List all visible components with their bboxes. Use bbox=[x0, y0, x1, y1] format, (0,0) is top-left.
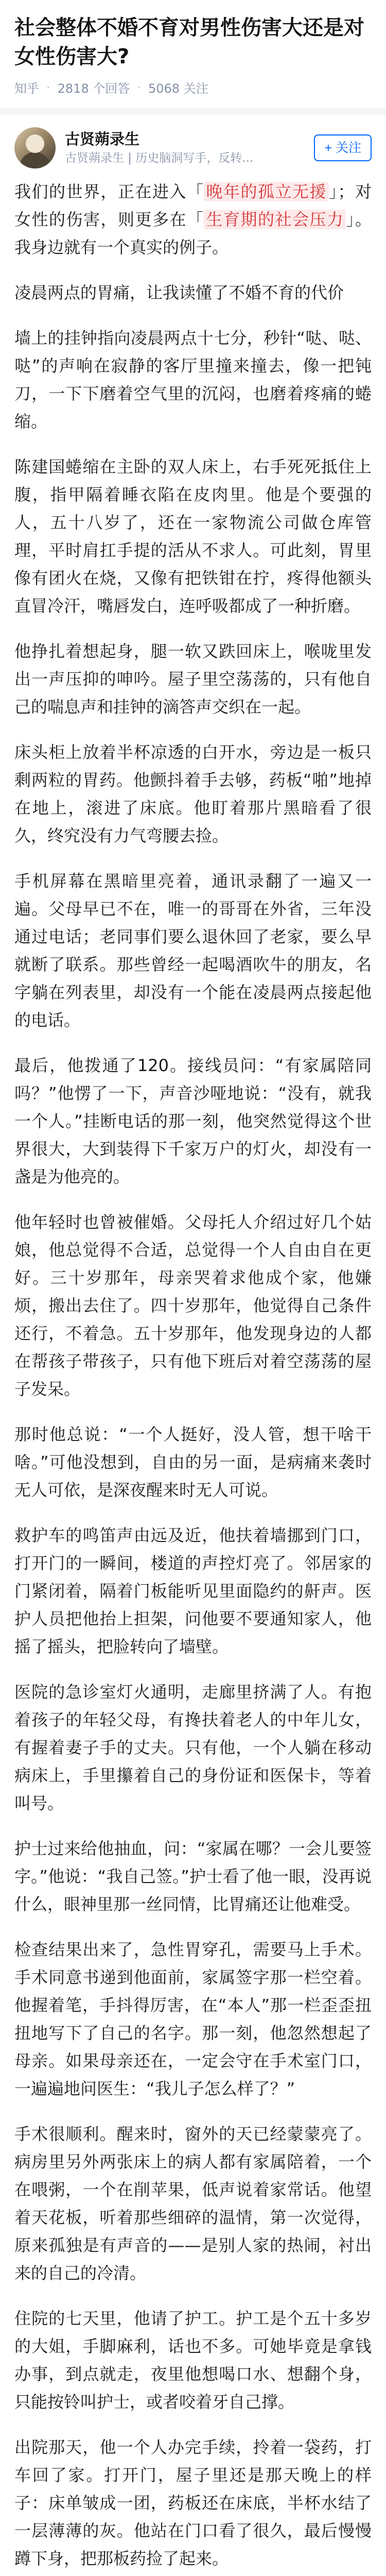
answer-body bbox=[0, 178, 386, 2576]
meta-separator: · bbox=[46, 80, 50, 95]
follow-button[interactable]: + 关注 bbox=[314, 134, 372, 161]
answer-paragraph: 墙上的挂钟指向凌晨两点十七分，秒针“哒、哒、哒”的声响在寂静的客厅里撞来撞去，像一把钝刀，一下下磨着空气里的沉闷，也磨着疼痛的蜷缩。 bbox=[14, 328, 372, 431]
answer-paragraph: 住院的七天里，他请了护工。护工是个五十多岁的大姐，手脚麻利，话也不多。可她毕竟是拿钱办事，到点就走，夜里他想喝口水、想翻个身，只能按铃叫护士，或者咬着牙自己撑。 bbox=[14, 2309, 372, 2412]
answer-paragraph: 那时他总说：“一个人挺好，没人管，想干啥干啥。”可他没想到，自由的另一面，是病痛来袭时无人可依，是深夜醒来时无人可说。 bbox=[14, 1425, 372, 1500]
author-name[interactable]: 古贤蒴录生 bbox=[65, 130, 140, 148]
answer-paragraph: 护士过来给他抽血，问：“家属在哪？一会儿要签字。”他说：“我自己签。”护士看了他一眼，没再说什么，眼神里那一丝同情，比胃痛还让他难受。 bbox=[14, 1839, 372, 1914]
follow-count[interactable]: 5068 关注 bbox=[148, 81, 208, 96]
section-divider bbox=[0, 108, 386, 115]
highlighted-keyword[interactable]: 晚年的孤立无援 bbox=[204, 182, 328, 201]
answer-paragraph: 他挣扎着想起身，腿一软又跌回床上，喉咙里发出一声压抑的呻吟。屋子里空荡荡的，只有他自己的喘息声和挂钟的滴答声交织在一起。 bbox=[14, 641, 372, 717]
answer-paragraph: 陈建国蜷缩在主卧的双人床上，右手死死抵住上腹，指甲隔着睡衣陷在皮肉里。他是个要强的人，五十八岁了，还在一家物流公司做仓库管理，平时肩扛手提的活从不求人。可此刻，胃里像有团火在烧，又像有把铁钳在拧，疼得他额头直冒冷汗，嘴唇发白，连呼吸都成了一种折磨。 bbox=[14, 457, 372, 616]
answer-paragraph: 凌晨两点的胃痛，让我读懂了不婚不育的代价 bbox=[14, 283, 344, 302]
text-segment: 」；对女性的伤害，则更多在「 bbox=[14, 182, 372, 229]
answer-paragraph: 检查结果出来了，急性胃穿孔，需要马上手术。手术同意书递到他面前，家属签字那一栏空着。他握着笔，手抖得厉害，在“本人”那一栏歪歪扭扭地写下了自己的名字。那一刻，他忽然想起了母亲。如果母亲还在，一定会守在手术室门口，一遍遍地问医生：“我儿子怎么样了？” bbox=[14, 1940, 372, 2098]
highlighted-keyword[interactable]: 生育期的社会压力 bbox=[204, 210, 346, 229]
answer-paragraph: 手术很顺利。醒来时，窗外的天已经蒙蒙亮了。病房里另外两张床上的病人都有家属陪着，一个在喂粥，一个在削苹果，低声说着家常话。他望着天花板，听着那些细碎的温情，第一次觉得，原来孤独是有声音的——是别人家的热闹，衬出来的自己的冷清。 bbox=[14, 2124, 372, 2283]
question-title[interactable]: 社会整体不婚不育对男性伤害大还是对女性伤害大? bbox=[14, 16, 364, 69]
text-segment: 我们的世界，正在进入「 bbox=[14, 182, 204, 201]
avatar[interactable] bbox=[14, 127, 56, 168]
author-info bbox=[65, 129, 314, 167]
question-header bbox=[0, 0, 386, 96]
answer-paragraph: 救护车的鸣笛声由远及近，他扶着墙挪到门口，打开门的一瞬间，楼道的声控灯亮了。邻居家的门紧闭着，隔着门板能听见里面隐约的鼾声。医护人员把他抬上担架，问他要不要通知家人，他摇了摇头，把脸转向了墙壁。 bbox=[14, 1526, 372, 1656]
answer-paragraph: 出院那天，他一个人办完手续，拎着一袋药，打车回了家。打开门，屋子里还是那天晚上的样子：床单皱成一团，药板还在床底，半杯水结了一层薄薄的灰。他站在门口看了很久，最后慢慢蹲下身，把那板药捡了起来。 bbox=[14, 2437, 372, 2568]
answer-count[interactable]: 2818 个回答 bbox=[57, 81, 130, 96]
answer-paragraph: 他年轻时也曾被催婚。父母托人介绍过好几个姑娘，他总觉得不合适，总觉得一个人自由自在更好。三十岁那年，母亲哭着求他成个家，他嫌烦，搬出去住了。四十岁那年，他觉得自己条件还行，不着急。五十岁那年，他发现身边的人都在帮孩子带孩子，只有他下班后对着空荡荡的屋子发呆。 bbox=[14, 1212, 372, 1399]
answer-paragraph: 床头柜上放着半杯凉透的白开水，旁边是一板只剩两粒的胃药。他颤抖着手去够，药板“啪”地掉在地上，滚进了床底。他盯着那片黑暗看了很久，终究没有力气弯腰去捡。 bbox=[14, 742, 372, 845]
question-meta bbox=[14, 78, 372, 96]
answer-paragraph: 医院的急诊室灯火通明，走廊里挤满了人。有抱着孩子的年轻父母，有搀扶着老人的中年儿女，有握着妻子手的丈夫。只有他，一个人躺在移动病床上，手里攥着自己的身份证和医保卡，等着叫号。 bbox=[14, 1682, 372, 1813]
answer-paragraph bbox=[14, 178, 372, 261]
author-row bbox=[0, 115, 386, 178]
meta-separator: · bbox=[137, 80, 141, 95]
text-segment: 」。我身边就有一个真实的例子。 bbox=[14, 210, 372, 257]
answer-paragraph: 最后，他拨通了120。接线员问：“有家属陪同吗？”他愣了一下，声音沙哑地说：“没有，就我一个人。”挂断电话的那一刻，他突然觉得这个世界很大，大到装得下千家万户的灯火，却没有一盏是为他亮的。 bbox=[14, 1056, 372, 1187]
author-bio: 古贤蒴录生 | 历史脑洞写手，反转... bbox=[65, 151, 254, 165]
answer-paragraph: 手机屏幕在黑暗里亮着，通讯录翻了一遍又一遍。父母早已不在，唯一的哥哥在外省，三年没通过电话；老同事们要么退休回了老家，要么早就断了联系。那些曾经一起喝酒吹牛的朋友，名字躺在列表里，却没有一个能在凌晨两点接起他的电话。 bbox=[14, 871, 372, 1030]
source-label[interactable]: 知乎 bbox=[14, 81, 39, 96]
